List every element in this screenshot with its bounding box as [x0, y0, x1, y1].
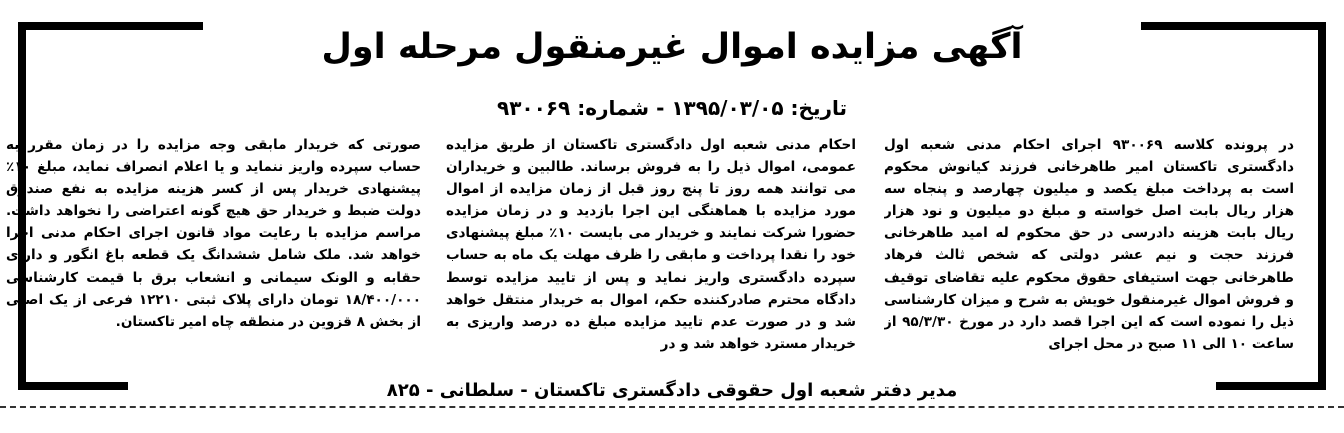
notice-column-right: در پرونده کلاسه ۹۳۰۰۶۹ اجرای احکام مدنی شعبه اول دادگستری تاکستان امیر طاهرخانی فرزند کیانوش محکوم است به پرداخت مبلغ یکصد و میلیون چهارصد و پنجاه سه هزار ریال بابت اصل خواسته و مبلغ دو میلیون و نود هزار ریال بابت هزینه دادرسی در حق محکوم له امید طاهرخانی فرزند حجت و نیم عشر دولتی که شخص ثالث فرهاد طاهرخانی جهت استیفای حقوق محکوم علیه تقاضای توقیف و فروش اموال غیرمنقول خویش به شرح و میزان کارشناسی ذیل را نموده است که این اجرا قصد دارد در مورخ ۹۵/۳/۳۰ از ساعت ۱۰ الی ۱۱ صبح در محل اجرای: [884, 137, 1294, 352]
notice-frame: [6, 22, 1326, 401]
notice-column-left: صورتی که خریدار مابقی وجه مزایده را در زمان مقرر به حساب سپرده واریز ننماید و یا اعلام انصراف نماید، مبلغ ۱۰٪ پیشنهادی خریدار پس از کسر هزینه مزایده به نفع صندوق دولت ضبط و خریدار حق هیچ گونه اعتراضی را نخواهد داشت. مراسم مزایده با رعایت مواد قانون اجرای احکام مدنی اجرا خواهد شد. ملک شامل ششدانگ یک قطعه باغ انگور و دارای حقابه و الونک سیمانی و انشعاب برق با قیمت کارشناسی ۱۸/۴۰۰/۰۰۰ تومان دارای پلاک ثبتی ۱۲۲۱۰ فرعی از یک اصلی از بخش ۸ قزوین در منطقه چاه امیر تاکستان.: [6, 137, 421, 330]
notice-column-middle: احکام مدنی شعبه اول دادگستری تاکستان از طریق مزایده عمومی، اموال ذیل را به فروش برساند. طالبین و خریداران می توانند همه روز تا پنج روز قبل از زمان مزایده از اموال مورد مزایده با هماهنگی این اجرا بازدید و در زمان مزایده حضورا شرکت نمایند و خریدار می بایست ۱۰٪ مبلغ پیشنهادی خود را نقدا پرداخت و مابقی را ظرف مهلت یک ماه به حساب سپرده دادگستری واریز نماید و پس از تایید مزایده توسط دادگاه محترم صادرکننده حکم، اموال به خریدار منتقل خواهد شد و در صورت عدم تایید مزایده مبلغ ده درصد واریزی به خریدار مسترد خواهد شد و در: [446, 137, 856, 352]
frame-edge-right: [1318, 22, 1326, 390]
cut-line-divider: [0, 406, 1344, 408]
notice-date-number: تاریخ: ۱۳۹۵/۰۳/۰۵ - شماره: ۹۳۰۰۶۹: [496, 96, 848, 120]
notice-signature: مدیر دفتر شعبه اول حقوقی دادگستری تاکستان - سلطانی - ۸۲۵: [386, 380, 958, 401]
notice-title: آگهی مزایده اموال غیرمنقول مرحله اول: [321, 27, 1023, 67]
